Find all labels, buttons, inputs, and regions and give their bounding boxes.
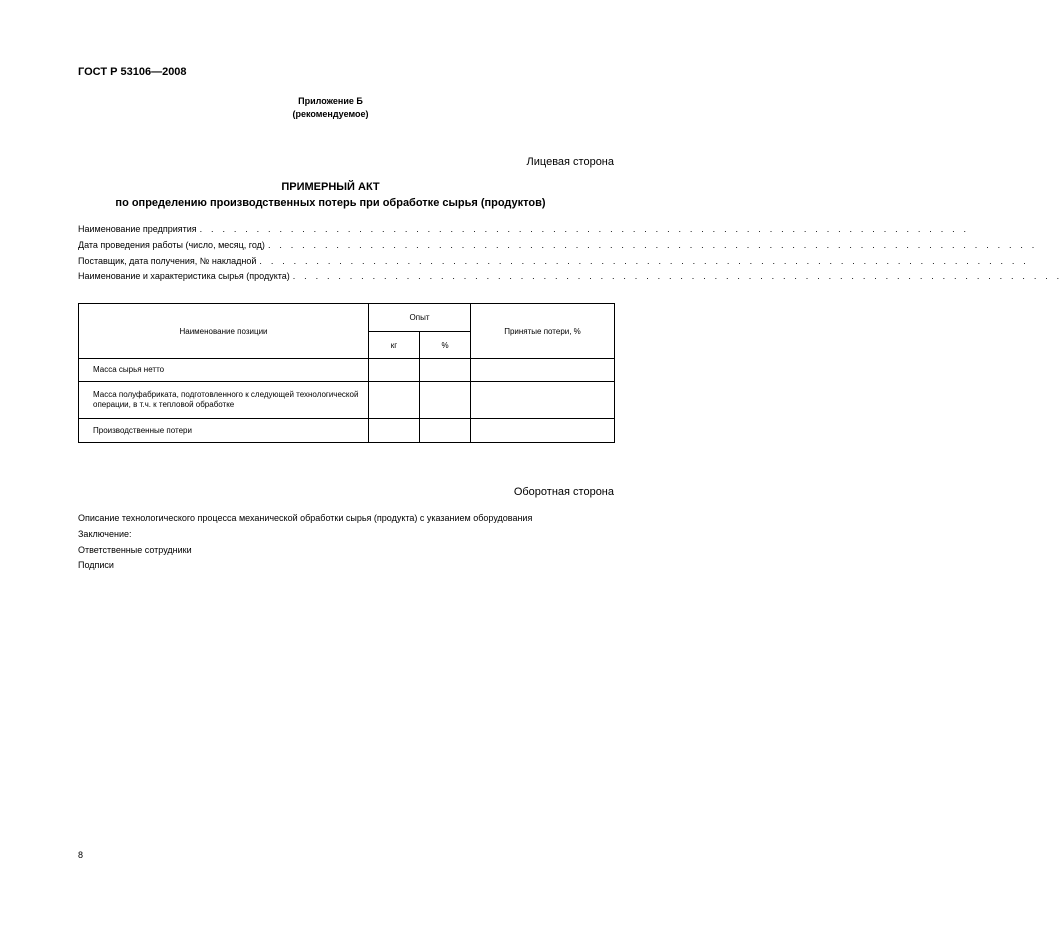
conclusion-label: Заключение: [78, 529, 132, 539]
field-label: Наименование предприятия [78, 224, 197, 234]
header-percent: % [420, 332, 471, 359]
field-supplier [78, 256, 1029, 266]
row-name: Масса сырья нетто [79, 359, 369, 382]
dot-leader: . . . . . . . . . . . . . . . . . . . . . . . . . . . . . . . . . . . . . . . . . . . . . . . . . . . . . . . . . . . . . . . . . . . . [267, 240, 1038, 250]
back-side-label: Оборотная сторона [513, 486, 614, 498]
header-position-name: Наименование позиции [79, 304, 369, 359]
responsible-staff-label: Ответственные сотрудники [78, 545, 192, 555]
cell-percent [420, 382, 471, 419]
process-description: Описание технологического процесса механической обработки сырья (продукта) с указанием оборудования [78, 513, 533, 523]
header-kg: кг [369, 332, 420, 359]
dot-leader: . . . . . . . . . . . . . . . . . . . . . . . . . . . . . . . . . . . . . . . . . . . . . . . . . . . . . . . . . . . . . . . . . . . . [199, 224, 970, 234]
dot-leader: . . . . . . . . . . . . . . . . . . . . . . . . . . . . . . . . . . . . . . . . . . . . . . . . . . . . . . . . . . . . . . . . . . . . [259, 256, 1029, 266]
cell-percent [420, 419, 471, 443]
field-raw-material [78, 271, 1062, 281]
row-name: Производственные потери [79, 419, 369, 443]
field-label: Поставщик, дата получения, № накладной [78, 256, 257, 266]
cell-accepted [471, 419, 615, 443]
dot-leader: . . . . . . . . . . . . . . . . . . . . . . . . . . . . . . . . . . . . . . . . . . . . . . . . . . . . . . . . . . . . . . . . . . . . [292, 271, 1062, 281]
field-label: Наименование и характеристика сырья (продукта) [78, 271, 290, 281]
cell-kg [369, 359, 420, 382]
signatures-label: Подписи [78, 560, 114, 570]
field-date [78, 240, 1038, 250]
table-header-row [79, 304, 615, 332]
act-subtitle: по определению производственных потерь при обработке сырья (продуктов) [115, 197, 546, 209]
standard-header: ГОСТ Р 53106—2008 [78, 66, 187, 78]
field-label: Дата проведения работы (число, месяц, год) [78, 240, 265, 250]
cell-accepted [471, 382, 615, 419]
header-accepted-losses: Принятые потери, % [471, 304, 615, 359]
act-title: ПРИМЕРНЫЙ АКТ [281, 181, 380, 193]
header-experiment: Опыт [369, 304, 471, 332]
losses-table [78, 303, 615, 443]
appendix-title: Приложение Б [298, 96, 363, 106]
table-row [79, 359, 615, 382]
cell-kg [369, 419, 420, 443]
cell-percent [420, 359, 471, 382]
front-side-label: Лицевая сторона [526, 156, 614, 168]
row-name: Масса полуфабриката, подготовленного к следующей технологической операции, в т.ч. к тепловой обработке [79, 382, 369, 419]
table-row [79, 382, 615, 419]
cell-accepted [471, 359, 615, 382]
cell-kg [369, 382, 420, 419]
field-enterprise [78, 224, 970, 234]
appendix-note: (рекомендуемое) [292, 109, 369, 119]
table-row [79, 419, 615, 443]
page-number: 8 [78, 850, 84, 860]
